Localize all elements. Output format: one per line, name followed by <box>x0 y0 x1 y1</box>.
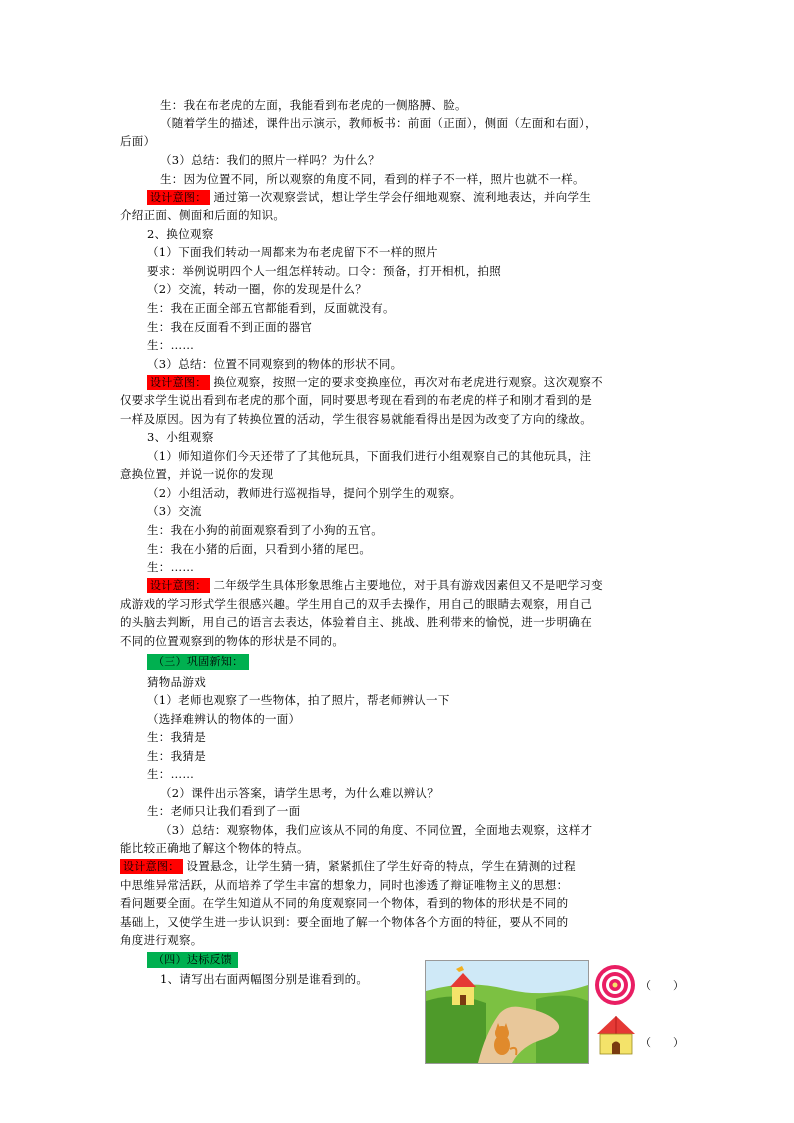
section-tag-green: （三）巩固新知： <box>147 654 249 670</box>
text-line: 看问题要全面。在学生知道从不同的角度观察同一个物体，看到的物体的形状是不同的 <box>120 896 569 910</box>
text-line: 生：我在反面看不到正面的器官 <box>147 320 313 334</box>
text-line: 成游戏的学习形式学生很感兴趣。学生用自己的双手去操作，用自己的眼睛去观察，用自己 <box>120 597 592 611</box>
text-line: （3）交流 <box>147 504 202 518</box>
tent-front-view-icon <box>595 1014 637 1056</box>
text-line: 一样及原因。因为有了转换位置的活动，学生很容易就能看得出是因为改变了方向的缘故。 <box>120 412 592 426</box>
text-line: 要求：举例说明四个人一组怎样转动。口令：预备，打开相机，拍照 <box>147 264 501 278</box>
text-line: 生：…… <box>147 560 195 574</box>
design-intent-tag: 设计意图： <box>120 859 183 874</box>
text-line: （随着学生的描述，课件出示演示，教师板书：前面（正面），侧面（左面和右面）， <box>160 116 597 130</box>
text-line: 猜物品游戏 <box>147 675 206 689</box>
section-heading: 2、换位观察 <box>147 227 214 241</box>
text-line: 生：我在小狗的前面观察看到了小狗的五官。 <box>147 523 383 537</box>
exercise-prompt: 1、请写出右面两幅图分别是谁看到的。 <box>160 972 369 986</box>
text-line: 生：…… <box>147 338 195 352</box>
design-intent-tag: 设计意图： <box>147 190 210 205</box>
text-line: 不同的位置观察到的物体的形状是不同的。 <box>120 634 345 648</box>
answer-blank: （ ） <box>640 1036 684 1049</box>
text-line: 基础上，又使学生进一步认识到：要全面地了解一个物体各个方面的特征，要从不同的 <box>120 915 569 929</box>
section-heading: 3、小组观察 <box>147 430 214 444</box>
text-line: 生：因为位置不同，所以观察的角度不同，看到的样子不一样，照片也就不一样。 <box>160 172 585 186</box>
text-line: 能比较正确地了解这个物体的特点。 <box>120 841 309 855</box>
text-line: （1）师知道你们今天还带了了其他玩具，下面我们进行小组观察自己的其他玩具，注 <box>147 449 592 463</box>
scene-drawing <box>426 961 588 1063</box>
text-line: 仅要求学生说出看到布老虎的那个面，同时要思考现在看到的布老虎的样子和刚才看到的是 <box>120 393 592 407</box>
design-intent-tag: 设计意图： <box>147 578 210 593</box>
text-line: 介绍正面、侧面和后面的知识。 <box>120 208 286 222</box>
answer-blank: （ ） <box>640 979 684 992</box>
text-line: （3）总结：我们的照片一样吗？为什么？ <box>160 153 381 167</box>
text-line: 生：我在正面全部五官都能看到，反面就没有。 <box>147 301 395 315</box>
text-line: 生：我在布老虎的左面，我能看到布老虎的一侧胳膊、脸。 <box>160 98 467 112</box>
text-line: （选择难辨认的物体的一面） <box>147 712 301 726</box>
text-line: 角度进行观察。 <box>120 933 203 947</box>
section-tag-green: （四）达标反馈 <box>147 952 238 968</box>
text-line: 生：我猜是 <box>147 749 206 763</box>
text-line: 换位观察，按照一定的要求变换座位，再次对布老虎进行观察。这次观察不 <box>213 375 603 389</box>
design-intent-line <box>147 576 707 594</box>
text-line: 生：…… <box>147 767 195 781</box>
text-line: 二年级学生具体形象思维占主要地位，对于具有游戏因素但又不是吧学习变 <box>213 578 603 592</box>
text-line: 生：我在小猪的后面，只看到小猪的尾巴。 <box>147 542 372 556</box>
text-line: 通过第一次观察尝试，想让学生学会仔细地观察、流利地表达，并向学生 <box>213 190 592 204</box>
text-line: 生：我猜是 <box>147 730 206 744</box>
text-line: 的头脑去判断，用自己的语言去表达，体验着自主、挑战、胜利带来的愉悦，进一步明确在 <box>120 615 592 629</box>
scene-illustration <box>425 960 589 1064</box>
text-line: （2）交流，转动一圈，你的发现是什么？ <box>147 282 368 296</box>
text-line: （3）总结：位置不同观察到的物体的形状不同。 <box>147 357 403 371</box>
design-intent-tag: 设计意图： <box>147 375 210 390</box>
tent-top-view-icon <box>594 964 636 1006</box>
text-line: （1）下面我们转动一周都来为布老虎留下不一样的照片 <box>147 245 438 259</box>
text-line: 后面） <box>120 134 156 148</box>
design-intent-line <box>147 188 707 206</box>
design-intent-line <box>120 857 680 875</box>
text-line: 意换位置，并说一说你的发现 <box>120 467 274 481</box>
text-line: （2）小组活动，教师进行巡视指导，提问个别学生的观察。 <box>147 486 462 500</box>
text-line: （3）总结：观察物体，我们应该从不同的角度、不同位置，全面地去观察，这样才 <box>160 823 593 837</box>
section-3-heading <box>147 652 707 670</box>
text-line: （2）课件出示答案，请学生思考，为什么难以辨认？ <box>160 786 440 800</box>
text-line: 设置悬念，让学生猜一猜，紧紧抓住了学生好奇的特点，学生在猜测的过程 <box>186 859 576 873</box>
text-line: （1）老师也观察了一些物体，拍了照片，帮老师辨认一下 <box>147 693 450 707</box>
design-intent-line <box>147 373 707 391</box>
text-line: 中思维异常活跃，从而培养了学生丰富的想象力，同时也渗透了辩证唯物主义的思想： <box>120 878 569 892</box>
text-line: 生：老师只让我们看到了一面 <box>147 804 301 818</box>
